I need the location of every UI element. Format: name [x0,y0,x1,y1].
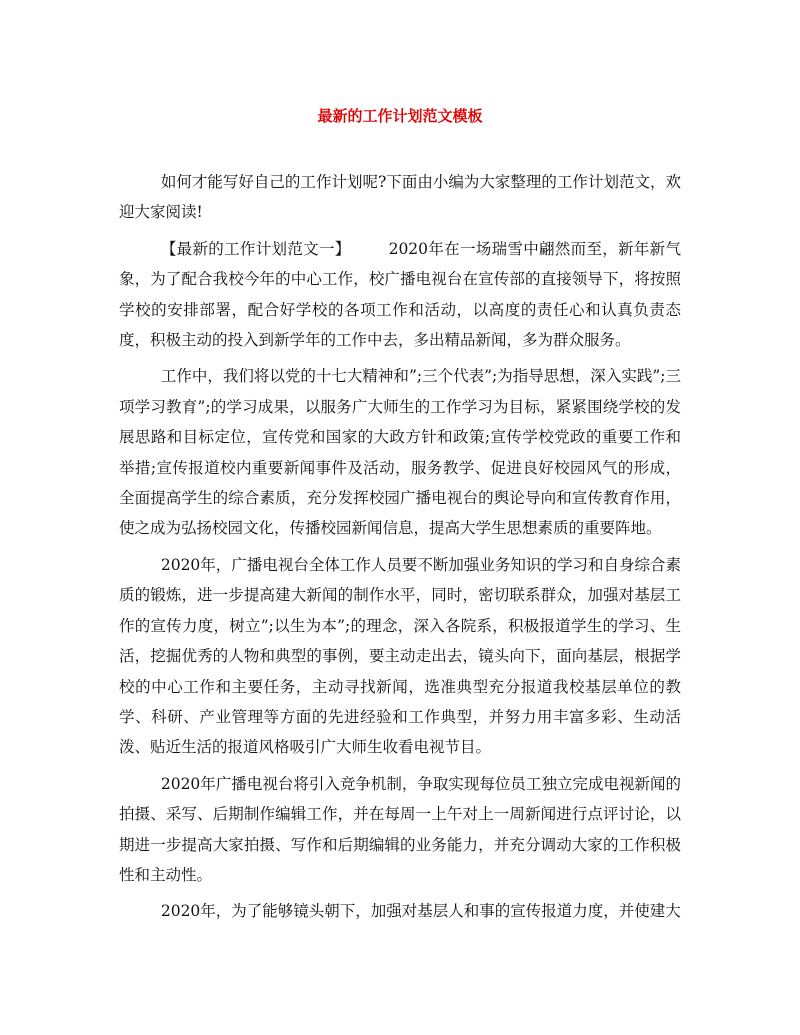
paragraph-text: 2020年在一场瑞雪中翩然而至，新年新气象，为了配合我校今年的中心工作，校广播电视台在宣传部的直接领导下，将按照学校的安排部署，配合好学校的各项工作和活动，以高度的责任心和认真负责态度，积极主动的投入到新学年的工作中去，多出精品新闻，多为群众服务。 [119,239,681,350]
body-paragraph: 2020年，为了能够镜头朝下，加强对基层人和事的宣传报道力度，并使建大 [160,902,681,921]
body-paragraph: 2020年广播电视台将引入竞争机制，争取实现每位员工独立完成电视新闻的拍摄、采写、后期制作编辑工作，并在每周一上午对上一周新闻进行点评讨论，以期进一步提高大家拍摄、写作和后期编辑的业务能力，并充分调动大家的工作积极性和主动性。 [119,774,681,884]
section-one-paragraph [119,234,681,356]
section-heading: 【最新的工作计划范文一】 [160,239,351,258]
document-body [119,167,681,933]
body-paragraph: 工作中，我们将以党的十七大精神和”;三个代表”;为指导思想，深入实践”;三项学习教育”;的学习成果，以服务广大师生的工作学习为目标，紧紧围绕学校的发展思路和目标定位，宣传党和国家的大政方针和政策;宣传学校党政的重要工作和举措;宣传报道校内重要新闻事件及活动，服务教学、促进良好校园风气的形成，全面提高学生的综合素质，充分发挥校园广播电视台的舆论导向和宣传教育作用，使之成为弘扬校园文化，传播校园新闻信息，提高大学生思想素质的重要阵地。 [119,367,681,538]
body-paragraph: 2020年，广播电视台全体工作人员要不断加强业务知识的学习和自身综合素质的锻炼，进一步提高建大新闻的制作水平，同时，密切联系群众，加强对基层工作的宣传力度，树立”;以生为本”;的理念，深入各院系，积极报道学生的学习、生活，挖掘优秀的人物和典型的事例，要主动走出去，镜头向下，面向基层，根据学校的中心工作和主要任务，主动寻找新闻，选准典型充分报道我校基层单位的教学、科研、产业管理等方面的先进经验和工作典型，并努力用丰富多彩、生动活泼、贴近生活的报道风格吸引广大师生收看电视节目。 [119,555,681,757]
intro-paragraph: 如何才能写好自己的工作计划呢?下面由小编为大家整理的工作计划范文，欢迎大家阅读! [119,173,681,222]
document-title: 最新的工作计划范文模板 [317,107,483,125]
